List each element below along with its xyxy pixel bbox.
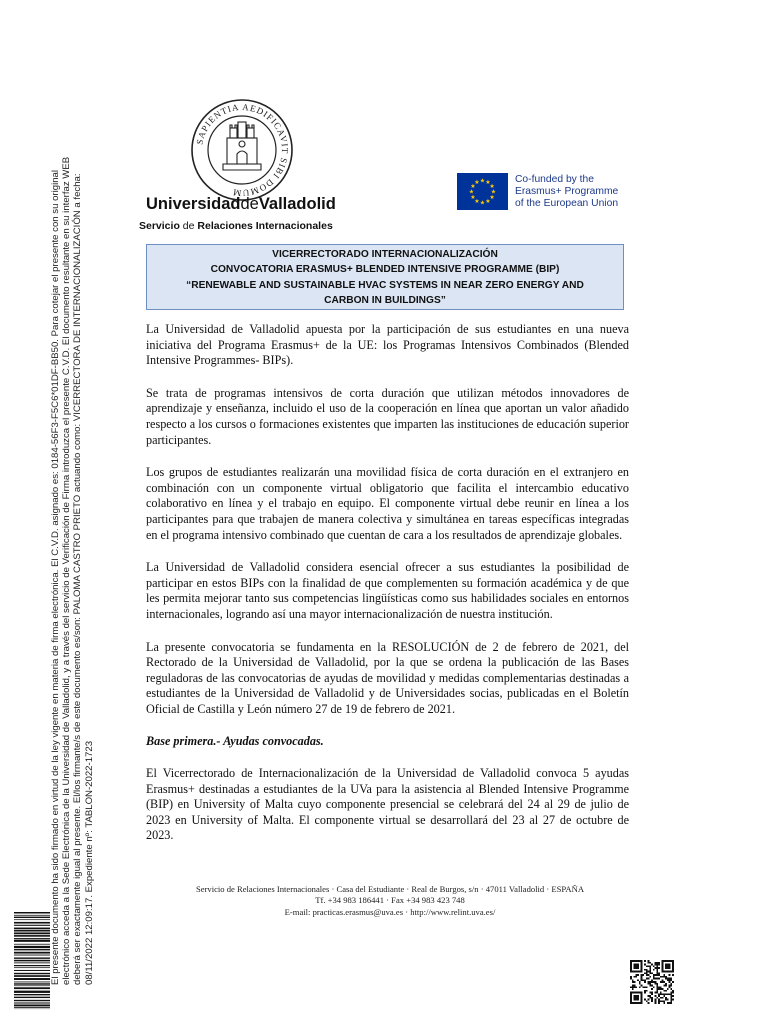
barcode-bar <box>14 940 50 942</box>
qr-cell <box>670 1000 672 1002</box>
qr-cell <box>672 981 674 983</box>
qr-cell <box>667 978 669 980</box>
qr-cell <box>635 986 637 988</box>
qr-cell <box>641 976 643 978</box>
qr-cell <box>630 978 632 980</box>
barcode-bar <box>14 965 50 966</box>
qr-cell <box>656 990 658 992</box>
qr-cell <box>662 988 664 990</box>
qr-cell <box>641 985 643 987</box>
eu-star-icon: ★ <box>474 179 480 186</box>
university-name-part: Universidad <box>146 195 241 213</box>
qr-cell <box>642 974 644 976</box>
qr-cell <box>655 999 657 1001</box>
qr-cell <box>669 974 671 976</box>
qr-cell <box>655 1000 657 1002</box>
qr-cell <box>649 985 651 987</box>
qr-cell <box>653 969 655 971</box>
qr-cell <box>644 981 646 983</box>
qr-cell <box>644 979 646 981</box>
service-label: Servicio <box>139 220 180 232</box>
qr-cell <box>655 995 657 997</box>
qr-code <box>630 960 674 1004</box>
title-line: CONVOCATORIA ERASMUS+ BLENDED INTENSIVE PROGRAMME (BIP) <box>210 264 560 276</box>
qr-cell <box>663 981 665 983</box>
qr-cell <box>663 1002 665 1004</box>
qr-cell <box>648 978 650 980</box>
qr-cell <box>648 983 650 985</box>
qr-cell <box>658 972 660 974</box>
eu-flag-icon <box>457 173 508 210</box>
qr-cell <box>658 995 660 997</box>
body-paragraph: El Vicerrectorado de Internacionalización de la Universidad de Valladolid convoca 5 ayudas Erasmus+ destinadas a estudiantes de la UVa para la asistencia al Blended Intensive Programme (BIP) en University of Malta cuyo componente presencial se celebrará del 24 al 29 de julio de 2023 en University of Malta. El componente virtual se desarrollará del 23 al 27 de octubre de 2023. <box>146 766 629 843</box>
eu-star-icon: ★ <box>489 195 495 201</box>
document-title-box <box>146 244 624 310</box>
qr-cell <box>642 986 644 988</box>
qr-cell <box>635 976 637 978</box>
barcode-bar <box>14 997 50 998</box>
qr-cell <box>651 999 653 1001</box>
qr-cell <box>660 993 662 995</box>
eu-star-icon: ★ <box>485 199 491 206</box>
qr-cell <box>672 974 674 976</box>
qr-cell <box>669 978 671 980</box>
service-department: Relaciones Internacionales <box>197 220 333 232</box>
page-footer <box>120 884 660 918</box>
qr-cell <box>662 971 674 973</box>
qr-cell <box>648 999 650 1001</box>
barcode-bar <box>14 978 50 980</box>
qr-cell <box>651 964 653 966</box>
barcode-bar <box>14 952 50 954</box>
seal-text: SAPIENTIA AEDIFICAVIT SIBI DOMUM <box>194 101 291 199</box>
barcode-bar <box>14 928 50 930</box>
qr-cell <box>648 974 650 976</box>
qr-cell <box>655 967 657 969</box>
service-name <box>139 220 333 232</box>
qr-cell <box>632 986 634 988</box>
signature-notice-line: deberá ser exactamente igual al presente. El/los firmante/s de este documento es/son: PALOMA CASTRO PRIETO actuando como: VICERRECTORA DE INTERNACIONALIZACIÓN a fecha: <box>72 173 84 985</box>
qr-cell <box>672 992 674 994</box>
qr-cell <box>660 997 662 999</box>
university-name-part: de <box>240 195 259 213</box>
qr-cell <box>658 1000 660 1002</box>
qr-cell <box>630 1002 642 1004</box>
qr-cell <box>632 985 634 987</box>
qr-cell <box>665 983 667 985</box>
qr-cell <box>656 985 658 987</box>
qr-cell <box>655 992 657 994</box>
qr-cell <box>651 1000 653 1002</box>
barcode-bar <box>14 967 50 968</box>
qr-cell <box>672 999 674 1001</box>
qr-cell <box>637 979 639 981</box>
qr-cell <box>665 997 667 999</box>
eu-text-line: Erasmus+ Programme <box>515 186 619 197</box>
barcode-bar <box>14 1002 50 1003</box>
qr-cell <box>662 993 664 995</box>
barcode-bar <box>14 983 50 984</box>
qr-cell <box>651 985 653 987</box>
qr-cell <box>672 995 674 997</box>
qr-cell <box>644 999 646 1001</box>
qr-cell <box>653 974 655 976</box>
qr-cell <box>632 981 634 983</box>
qr-cell <box>663 990 665 992</box>
qr-cell <box>630 960 632 972</box>
barcode-bar <box>14 932 50 934</box>
qr-cell <box>649 992 651 994</box>
qr-cell <box>649 981 651 983</box>
qr-cell <box>656 997 658 999</box>
qr-cell <box>642 979 644 981</box>
qr-cell <box>658 962 660 964</box>
qr-cell <box>651 972 653 974</box>
barcode-bar <box>14 925 50 926</box>
qr-cell <box>646 986 648 988</box>
qr-cell <box>646 1000 648 1002</box>
qr-cell <box>630 971 642 973</box>
qr-cell <box>658 993 660 995</box>
qr-cell <box>658 986 660 988</box>
qr-cell <box>660 976 662 978</box>
qr-cell <box>634 986 636 988</box>
qr-cell <box>655 962 657 964</box>
barcode-bar <box>14 955 50 956</box>
qr-cell <box>634 976 636 978</box>
barcode-bar <box>14 922 50 924</box>
barcode-bar <box>14 1007 50 1008</box>
service-de: de <box>182 220 195 232</box>
qr-cell <box>669 986 671 988</box>
qr-cell <box>644 964 646 966</box>
qr-cell <box>651 979 653 981</box>
body-paragraph: La presente convocatoria se fundamenta en la RESOLUCIÓN de 2 de febrero de 2021, del Rectorado de la Universidad de Valladolid, por la que se ordena la publicación de las Bases reguladoras de las convocatorias de ayudas de movilidad y medidas complementarias destinadas a estudiantes de la Universidad de Valladolid y de Universidades socias, publicadas en el Boletín Oficial de Castilla y León número 27 de 19 de febrero de 2021. <box>146 639 629 716</box>
qr-cell <box>667 1002 669 1004</box>
barcode-bar <box>14 987 50 989</box>
barcode-bar <box>14 962 50 963</box>
qr-cell <box>663 1000 665 1002</box>
qr-cell <box>644 969 646 971</box>
qr-cell <box>648 962 650 964</box>
qr-cell <box>641 979 643 981</box>
qr-cell <box>639 983 641 985</box>
qr-cell <box>667 993 669 995</box>
qr-cell <box>665 964 670 969</box>
qr-cell <box>649 965 651 967</box>
qr-cell <box>630 960 642 962</box>
qr-cell <box>637 974 639 976</box>
qr-cell <box>656 974 658 976</box>
qr-cell <box>665 999 667 1001</box>
barcode-bar <box>14 975 50 977</box>
barcode-bar <box>14 917 50 918</box>
title-line: VICERRECTORADO INTERNACIONALIZACIÓN <box>272 249 498 260</box>
eu-cofunded-text <box>515 174 618 210</box>
qr-cell <box>656 972 658 974</box>
qr-cell <box>655 1002 657 1004</box>
qr-cell <box>656 964 658 966</box>
qr-cell <box>641 960 643 972</box>
qr-cell <box>658 988 660 990</box>
qr-cell <box>663 974 665 976</box>
barcode-bar <box>14 960 50 962</box>
footer-phone: Tf. +34 983 186441 · Fax +34 983 423 748 <box>315 895 465 906</box>
qr-cell <box>656 992 658 994</box>
qr-cell <box>646 972 648 974</box>
qr-cell <box>672 990 674 992</box>
qr-cell <box>658 974 660 976</box>
barcode-bar <box>14 935 50 937</box>
qr-cell <box>656 988 658 990</box>
footer-email: E-mail: practicas.erasmus@uva.es · http://www.relint.uva.es/ <box>284 906 496 917</box>
qr-cell <box>669 1002 671 1004</box>
qr-cell <box>632 979 634 981</box>
body-paragraph: La Universidad de Valladolid apuesta por la participación de sus estudiantes en una nueva iniciativa del Programa Erasmus+ de la UE: los Programas Intensivos Combinados (Blended Intensive Programmes- BIPs). <box>146 322 629 368</box>
eu-star-icon: ★ <box>489 184 495 190</box>
qr-cell <box>663 976 665 978</box>
signature-notice-line: El presente documento ha sido firmado en virtud de la ley vigente en materia de firma electrónica. El C.V.D. asignado es: 0184-56F3-F5C6*01DF-BB50. Para cotejar el presente con su original <box>50 169 61 985</box>
qr-cell <box>641 978 643 980</box>
qr-cell <box>660 1000 662 1002</box>
title-line: CARBON IN BUILDINGS” <box>324 295 446 307</box>
qr-cell <box>649 995 651 997</box>
qr-cell <box>663 985 665 987</box>
qr-cell <box>662 981 664 983</box>
qr-cell <box>653 978 655 980</box>
university-seal-logo <box>190 98 294 202</box>
barcode-bar <box>14 982 50 983</box>
qr-cell <box>651 988 653 990</box>
qr-cell <box>667 979 669 981</box>
qr-cell <box>649 976 651 978</box>
qr-cell <box>660 981 662 983</box>
qr-cell <box>662 1000 664 1002</box>
qr-cell <box>644 960 646 962</box>
qr-cell <box>660 986 662 988</box>
qr-cell <box>656 986 658 988</box>
barcode-bar <box>14 985 50 986</box>
qr-cell <box>670 997 672 999</box>
eu-star-icon: ★ <box>468 189 475 196</box>
barcode-bar <box>14 973 50 974</box>
qr-cell <box>665 978 667 980</box>
eu-star-icon: ★ <box>479 200 486 207</box>
signature-notice-line: electrónico acceda a la Sede Electrónica de la Universidad de Valladolid, y a través del servicio de Verificación de Firma introduzca el presente C.V.D. El documento resultante en su interfaz WEB <box>61 156 73 985</box>
qr-cell <box>648 965 650 967</box>
qr-cell <box>649 969 651 971</box>
barcode-bar <box>14 930 50 931</box>
barcode-bar <box>14 915 50 916</box>
qr-cell <box>665 985 667 987</box>
qr-cell <box>632 988 634 990</box>
barcode-bar <box>14 970 50 971</box>
body-paragraph: Se trata de programas intensivos de corta duración que utilizan métodos innovadores de aprendizaje y enseñanza, incluido el uso de la cooperación en línea que aportan un valor añadido respecto a los cursos o formaciones existentes que imparten las instituciones de educación superior participantes. <box>146 385 629 447</box>
qr-cell <box>630 986 632 988</box>
qr-cell <box>641 992 643 1004</box>
university-name <box>146 195 336 214</box>
qr-cell <box>660 988 662 990</box>
barcode-bar <box>14 991 50 993</box>
qr-cell <box>639 986 641 988</box>
qr-cell <box>651 992 653 994</box>
qr-cell <box>634 985 636 987</box>
qr-cell <box>662 960 674 962</box>
qr-cell <box>655 983 657 985</box>
qr-cell <box>656 965 658 967</box>
barcode-bar <box>14 944 50 945</box>
qr-cell <box>658 978 660 980</box>
qr-cell <box>644 972 646 974</box>
qr-cell <box>656 983 658 985</box>
qr-cell <box>648 971 650 973</box>
qr-cell <box>646 978 648 980</box>
qr-cell <box>670 988 672 990</box>
barcode-bar <box>14 912 50 913</box>
qr-cell <box>662 979 664 981</box>
barcode-bar <box>14 1004 50 1006</box>
qr-cell <box>651 997 653 999</box>
qr-cell <box>656 967 658 969</box>
qr-cell <box>658 999 660 1001</box>
qr-cell <box>658 967 660 969</box>
qr-cell <box>660 992 662 994</box>
qr-cell <box>655 978 657 980</box>
qr-cell <box>669 979 671 981</box>
eu-star-icon: ★ <box>474 199 480 206</box>
qr-cell <box>630 976 632 978</box>
qr-cell <box>649 972 651 974</box>
signature-notice-line: 08/11/2022 12:09:17. Expediente nº: TABLON-2022-1723 <box>83 740 95 985</box>
qr-cell <box>663 995 665 997</box>
university-name-part: Valladolid <box>258 195 336 213</box>
qr-cell <box>646 969 648 971</box>
document-body <box>146 322 629 861</box>
qr-cell <box>649 962 651 964</box>
qr-cell <box>644 986 646 988</box>
section-heading: Base primera.- Ayudas convocadas. <box>146 734 324 749</box>
qr-cell <box>649 983 651 985</box>
qr-cell <box>644 992 646 994</box>
qr-cell <box>634 964 639 969</box>
qr-cell <box>639 981 641 983</box>
qr-cell <box>663 993 665 995</box>
qr-cell <box>670 995 672 997</box>
qr-cell <box>646 971 648 973</box>
qr-cell <box>655 964 657 966</box>
qr-cell <box>672 960 674 972</box>
qr-cell <box>646 965 648 967</box>
qr-cell <box>634 995 639 1000</box>
barcode-bar <box>14 946 50 948</box>
qr-cell <box>655 981 657 983</box>
barcode <box>14 912 50 1010</box>
qr-cell <box>670 993 672 995</box>
qr-cell <box>670 979 672 981</box>
barcode-bar <box>14 1000 50 1001</box>
qr-cell <box>648 960 650 962</box>
qr-cell <box>648 1002 650 1004</box>
qr-cell <box>670 999 672 1001</box>
qr-cell <box>669 985 671 987</box>
qr-cell <box>634 981 636 983</box>
qr-cell <box>649 971 651 973</box>
qr-cell <box>658 964 660 966</box>
qr-cell <box>656 971 658 973</box>
barcode-bar <box>14 949 50 950</box>
qr-cell <box>653 965 655 967</box>
qr-cell <box>630 992 632 1004</box>
qr-cell <box>653 976 655 978</box>
barcode-bar <box>14 919 50 920</box>
barcode-bar <box>14 938 50 939</box>
qr-cell <box>667 988 669 990</box>
eu-star-icon: ★ <box>479 178 486 185</box>
qr-cell <box>655 974 657 976</box>
qr-cell <box>649 967 651 969</box>
qr-cell <box>656 962 658 964</box>
qr-cell <box>665 990 667 992</box>
qr-cell <box>648 995 650 997</box>
barcode-bar <box>14 994 50 995</box>
qr-cell <box>651 981 653 983</box>
qr-cell <box>662 997 664 999</box>
barcode-bar <box>14 957 50 958</box>
qr-cell <box>670 983 672 985</box>
qr-cell <box>670 992 672 994</box>
qr-cell <box>662 976 664 978</box>
qr-cell <box>653 981 655 983</box>
eu-star-icon: ★ <box>485 179 491 186</box>
body-paragraph: La Universidad de Valladolid considera esencial ofrecer a sus estudiantes la posibilidad de participar en estos BIPs con la finalidad de que complementen su formación académica y de que les permita mejorar tanto sus competencias lingüísticas como sus habilidades sociales en entornos internacionales, logrando así una mayor internacionalización de nuestra institución. <box>146 560 629 621</box>
qr-cell <box>670 978 672 980</box>
qr-cell <box>656 978 658 980</box>
qr-cell <box>670 1002 672 1004</box>
eu-star-icon: ★ <box>470 195 476 201</box>
qr-cell <box>665 993 667 995</box>
qr-cell <box>669 981 671 983</box>
qr-cell <box>653 986 655 988</box>
qr-cell <box>658 1002 660 1004</box>
eu-star-icon: ★ <box>490 189 497 196</box>
qr-cell <box>644 990 646 992</box>
qr-cell <box>669 993 671 995</box>
qr-cell <box>641 974 643 976</box>
qr-cell <box>646 990 648 992</box>
qr-cell <box>662 960 664 972</box>
qr-cell <box>665 976 667 978</box>
qr-cell <box>648 981 650 983</box>
title-line: “RENEWABLE AND SUSTAINABLE HVAC SYSTEMS IN NEAR ZERO ENERGY AND <box>186 279 584 291</box>
eu-star-icon: ★ <box>470 184 476 190</box>
body-paragraph: Los grupos de estudiantes realizarán una movilidad física de corta duración en el extranjero en combinación con un componente virtual obligatorio que facilita el intercambio educativo colaborativo en línea y el trabajo en equipo. El componente virtual debe reunir en línea a los participantes para que trabajen de manera colectiva y simultánea en tareas específicas integradas en el programa intensivo combinado que cuentan de cara a los resultados de aprendizaje globales. <box>146 465 629 542</box>
qr-cell <box>646 974 648 976</box>
qr-cell <box>656 969 658 971</box>
signature-notice <box>50 35 95 985</box>
eu-text-line: of the European Union <box>515 198 619 209</box>
qr-cell <box>649 997 651 999</box>
eu-text-line: Co-funded by the <box>515 174 594 185</box>
qr-cell <box>667 999 669 1001</box>
qr-cell <box>670 985 672 987</box>
qr-cell <box>635 974 637 976</box>
qr-cell <box>651 993 653 995</box>
footer-address: Servicio de Relaciones Internacionales · Casa del Estudiante · Real de Burgos, s/n · 47011 Valladolid · ESPAÑA <box>195 884 585 894</box>
qr-cell <box>630 992 642 994</box>
